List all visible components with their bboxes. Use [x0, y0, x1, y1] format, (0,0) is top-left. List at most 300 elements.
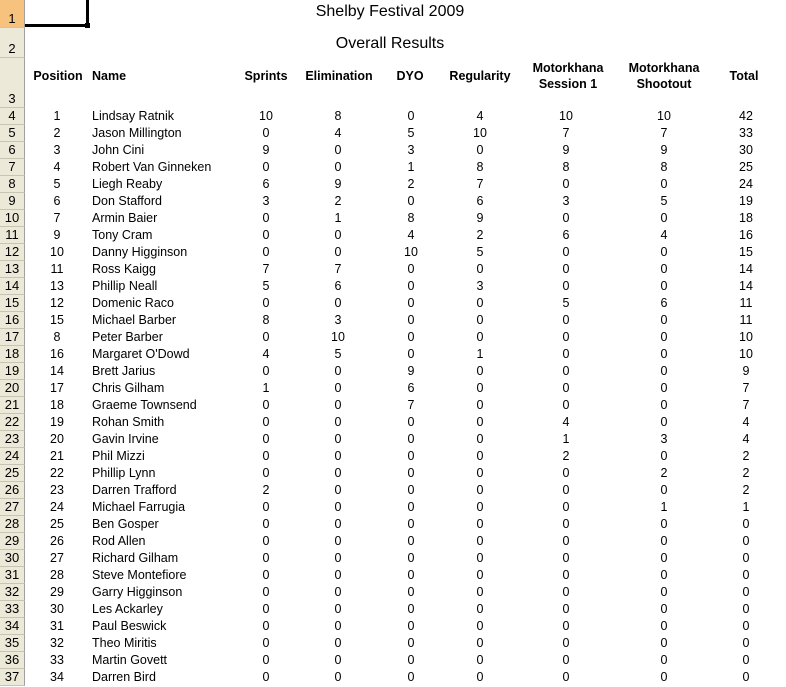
cell-sprints[interactable]: 0 [262, 211, 270, 225]
cell-total[interactable]: 0 [742, 619, 750, 633]
cell-regularity[interactable]: 0 [476, 143, 484, 157]
cell-regularity[interactable]: 1 [476, 347, 484, 361]
cell-regularity[interactable]: 3 [476, 279, 484, 293]
cell-motorkhana-session-1[interactable]: 0 [562, 602, 570, 616]
cell-motorkhana-session-1[interactable]: 0 [562, 636, 570, 650]
cell-elimination[interactable]: 1 [334, 211, 342, 225]
cell-regularity[interactable]: 2 [476, 228, 484, 242]
cell-dyo[interactable]: 0 [407, 517, 415, 531]
cell-regularity[interactable]: 0 [476, 262, 484, 276]
cell-position[interactable]: 20 [50, 432, 64, 446]
row-header-20[interactable]: 20 [0, 380, 25, 397]
cell-regularity[interactable]: 0 [476, 296, 484, 310]
cell-motorkhana-shootout[interactable]: 4 [660, 228, 668, 242]
cell-total[interactable]: 14 [739, 279, 753, 293]
cell-name[interactable]: Steve Montefiore [92, 568, 187, 582]
cell-dyo[interactable]: 0 [407, 279, 415, 293]
cell-regularity[interactable]: 0 [476, 670, 484, 684]
cell-position[interactable]: 10 [50, 245, 64, 259]
cell-position[interactable]: 25 [50, 517, 64, 531]
cell-name[interactable]: Martin Govett [92, 653, 168, 667]
cell-name[interactable]: Don Stafford [92, 194, 162, 208]
cell-motorkhana-shootout[interactable]: 0 [660, 534, 668, 548]
cell-motorkhana-session-1[interactable]: 0 [562, 568, 570, 582]
cell-motorkhana-shootout[interactable]: 9 [660, 143, 668, 157]
cell-name[interactable]: Phillip Lynn [92, 466, 156, 480]
cell-total[interactable]: 0 [742, 517, 750, 531]
cell-motorkhana-session-1[interactable]: 0 [562, 177, 570, 191]
row-header-24[interactable]: 24 [0, 448, 25, 465]
cell-regularity[interactable]: 6 [476, 194, 484, 208]
cell-dyo[interactable]: 3 [407, 143, 415, 157]
cell-elimination[interactable]: 0 [334, 500, 342, 514]
cell-position[interactable]: 12 [50, 296, 64, 310]
cell-motorkhana-shootout[interactable]: 0 [660, 177, 668, 191]
cell-elimination[interactable]: 0 [334, 483, 342, 497]
cell-name[interactable]: Michael Farrugia [92, 500, 186, 514]
cell-elimination[interactable]: 0 [334, 228, 342, 242]
cell-name[interactable]: Richard Gilham [92, 551, 179, 565]
cell-regularity[interactable]: 0 [476, 415, 484, 429]
cell-elimination[interactable]: 3 [334, 313, 342, 327]
fill-handle[interactable] [85, 23, 90, 28]
cell-total[interactable]: 2 [742, 449, 750, 463]
cell-regularity[interactable]: 0 [476, 313, 484, 327]
cell-motorkhana-session-1[interactable]: 5 [562, 296, 570, 310]
cell-name[interactable]: Jason Millington [92, 126, 182, 140]
cell-dyo[interactable]: 0 [407, 347, 415, 361]
cell-dyo[interactable]: 0 [407, 602, 415, 616]
cell-motorkhana-session-1[interactable]: 0 [562, 313, 570, 327]
cell-motorkhana-shootout[interactable]: 2 [660, 466, 668, 480]
cell-regularity[interactable]: 0 [476, 534, 484, 548]
cell-regularity[interactable]: 0 [476, 653, 484, 667]
cell-elimination[interactable]: 7 [334, 262, 342, 276]
cell-elimination[interactable]: 0 [334, 619, 342, 633]
cell-regularity[interactable]: 0 [476, 466, 484, 480]
cell-regularity[interactable]: 0 [476, 585, 484, 599]
cell-elimination[interactable]: 5 [334, 347, 342, 361]
cell-motorkhana-shootout[interactable]: 0 [660, 483, 668, 497]
cell-regularity[interactable]: 0 [476, 432, 484, 446]
cell-sprints[interactable]: 0 [262, 602, 270, 616]
cell-elimination[interactable]: 8 [334, 109, 342, 123]
cell-dyo[interactable]: 0 [407, 296, 415, 310]
cell-motorkhana-session-1[interactable]: 0 [562, 517, 570, 531]
cell-elimination[interactable]: 2 [334, 194, 342, 208]
cell-sprints[interactable]: 0 [262, 534, 270, 548]
cell-dyo[interactable]: 0 [407, 568, 415, 582]
cell-motorkhana-session-1[interactable]: 0 [562, 534, 570, 548]
row-header-19[interactable]: 19 [0, 363, 25, 380]
cell-total[interactable]: 2 [742, 483, 750, 497]
cell-sprints[interactable]: 0 [262, 449, 270, 463]
cell-motorkhana-shootout[interactable]: 1 [660, 500, 668, 514]
cell-total[interactable]: 1 [742, 500, 750, 514]
cell-dyo[interactable]: 0 [407, 313, 415, 327]
cell-motorkhana-shootout[interactable]: 5 [660, 194, 668, 208]
cell-elimination[interactable]: 0 [334, 364, 342, 378]
cell-dyo[interactable]: 9 [407, 364, 415, 378]
cell-total[interactable]: 9 [742, 364, 750, 378]
cell-dyo[interactable]: 0 [407, 449, 415, 463]
cell-name[interactable]: Tony Cram [92, 228, 153, 242]
cell-motorkhana-session-1[interactable]: 0 [562, 245, 570, 259]
cell-dyo[interactable]: 0 [407, 415, 415, 429]
cell-motorkhana-shootout[interactable]: 0 [660, 449, 668, 463]
cell-motorkhana-session-1[interactable]: 0 [562, 619, 570, 633]
cell-dyo[interactable]: 0 [407, 551, 415, 565]
cell-motorkhana-session-1[interactable]: 1 [562, 432, 570, 446]
cell-total[interactable]: 10 [739, 330, 753, 344]
cell-position[interactable]: 15 [50, 313, 64, 327]
cell-position[interactable]: 34 [50, 670, 64, 684]
cell-dyo[interactable]: 2 [407, 177, 415, 191]
cell-position[interactable]: 26 [50, 534, 64, 548]
cell-motorkhana-session-1[interactable]: 0 [562, 500, 570, 514]
cell-position[interactable]: 3 [53, 143, 61, 157]
cell-position[interactable]: 7 [53, 211, 61, 225]
cell-motorkhana-session-1[interactable]: 0 [562, 211, 570, 225]
cell-name[interactable]: John Cini [92, 143, 145, 157]
cell-dyo[interactable]: 0 [407, 432, 415, 446]
cell-motorkhana-shootout[interactable]: 8 [660, 160, 668, 174]
cell-motorkhana-shootout[interactable]: 0 [660, 381, 668, 395]
cell-name[interactable]: Lindsay Ratnik [92, 109, 174, 123]
cell-regularity[interactable]: 0 [476, 568, 484, 582]
cell-sprints[interactable]: 0 [262, 245, 270, 259]
cell-motorkhana-shootout[interactable]: 6 [660, 296, 668, 310]
cell-elimination[interactable]: 0 [334, 381, 342, 395]
cell-dyo[interactable]: 0 [407, 534, 415, 548]
cell-position[interactable]: 16 [50, 347, 64, 361]
cell-sprints[interactable]: 0 [262, 364, 270, 378]
row-header-6[interactable]: 6 [0, 142, 25, 159]
cell-motorkhana-shootout[interactable]: 0 [660, 568, 668, 582]
cell-sprints[interactable]: 0 [262, 619, 270, 633]
cell-elimination[interactable]: 10 [331, 330, 345, 344]
cell-elimination[interactable]: 0 [334, 551, 342, 565]
cell-total[interactable]: 0 [742, 568, 750, 582]
row-header-33[interactable]: 33 [0, 601, 25, 618]
cell-name[interactable]: Chris Gilham [92, 381, 165, 395]
cell-motorkhana-session-1[interactable]: 0 [562, 551, 570, 565]
row-header-18[interactable]: 18 [0, 346, 25, 363]
cell-name[interactable]: Paul Beswick [92, 619, 167, 633]
cell-name[interactable]: Gavin Irvine [92, 432, 159, 446]
cell-regularity[interactable]: 9 [476, 211, 484, 225]
row-header-4[interactable]: 4 [0, 108, 25, 125]
cell-total[interactable]: 25 [739, 160, 753, 174]
cell-dyo[interactable]: 0 [407, 483, 415, 497]
cell-sprints[interactable]: 0 [262, 296, 270, 310]
cell-name[interactable]: Rod Allen [92, 534, 146, 548]
cell-total[interactable]: 4 [742, 432, 750, 446]
cell-regularity[interactable]: 0 [476, 483, 484, 497]
cell-position[interactable]: 22 [50, 466, 64, 480]
cell-dyo[interactable]: 1 [407, 160, 415, 174]
cell-dyo[interactable]: 0 [407, 636, 415, 650]
cell-total[interactable]: 24 [739, 177, 753, 191]
cell-sprints[interactable]: 10 [259, 109, 273, 123]
cell-motorkhana-shootout[interactable]: 0 [660, 279, 668, 293]
cell-sprints[interactable]: 4 [262, 347, 270, 361]
row-header-21[interactable]: 21 [0, 397, 25, 414]
cell-motorkhana-session-1[interactable]: 0 [562, 330, 570, 344]
cell-sprints[interactable]: 0 [262, 415, 270, 429]
row-header-1[interactable]: 1 [0, 0, 25, 28]
cell-position[interactable]: 31 [50, 619, 64, 633]
cell-total[interactable]: 30 [739, 143, 753, 157]
row-header-36[interactable]: 36 [0, 652, 25, 669]
cell-position[interactable]: 21 [50, 449, 64, 463]
row-header-35[interactable]: 35 [0, 635, 25, 652]
cell-regularity[interactable]: 0 [476, 517, 484, 531]
cell-motorkhana-shootout[interactable]: 0 [660, 636, 668, 650]
cell-sprints[interactable]: 1 [262, 381, 270, 395]
cell-motorkhana-session-1[interactable]: 0 [562, 398, 570, 412]
row-header-27[interactable]: 27 [0, 499, 25, 516]
cell-motorkhana-session-1[interactable]: 0 [562, 364, 570, 378]
cell-total[interactable]: 7 [742, 398, 750, 412]
cell-position[interactable]: 9 [53, 228, 61, 242]
row-header-2[interactable]: 2 [0, 28, 25, 58]
row-header-22[interactable]: 22 [0, 414, 25, 431]
cell-dyo[interactable]: 0 [407, 500, 415, 514]
cell-position[interactable]: 28 [50, 568, 64, 582]
cell-motorkhana-shootout[interactable]: 0 [660, 313, 668, 327]
cell-regularity[interactable]: 0 [476, 619, 484, 633]
cell-name[interactable]: Ross Kaigg [92, 262, 156, 276]
cell-sprints[interactable]: 0 [262, 398, 270, 412]
cell-name[interactable]: Darren Bird [92, 670, 156, 684]
cell-dyo[interactable]: 0 [407, 109, 415, 123]
cell-sprints[interactable]: 0 [262, 551, 270, 565]
cell-dyo[interactable]: 4 [407, 228, 415, 242]
cell-total[interactable]: 7 [742, 381, 750, 395]
cell-position[interactable]: 29 [50, 585, 64, 599]
cell-elimination[interactable]: 0 [334, 534, 342, 548]
cell-total[interactable]: 14 [739, 262, 753, 276]
cell-dyo[interactable]: 0 [407, 653, 415, 667]
row-header-9[interactable]: 9 [0, 193, 25, 210]
cell-regularity[interactable]: 0 [476, 398, 484, 412]
row-header-8[interactable]: 8 [0, 176, 25, 193]
cell-sprints[interactable]: 5 [262, 279, 270, 293]
cell-elimination[interactable]: 0 [334, 160, 342, 174]
cell-motorkhana-shootout[interactable]: 7 [660, 126, 668, 140]
cell-motorkhana-session-1[interactable]: 0 [562, 466, 570, 480]
cell-position[interactable]: 8 [53, 330, 61, 344]
cell-motorkhana-shootout[interactable]: 0 [660, 653, 668, 667]
cell-total[interactable]: 0 [742, 585, 750, 599]
cell-motorkhana-session-1[interactable]: 0 [562, 653, 570, 667]
selected-cell-a1[interactable] [25, 0, 89, 27]
cell-position[interactable]: 6 [53, 194, 61, 208]
cell-motorkhana-session-1[interactable]: 0 [562, 483, 570, 497]
cell-motorkhana-shootout[interactable]: 0 [660, 262, 668, 276]
cell-total[interactable]: 42 [739, 109, 753, 123]
cell-dyo[interactable]: 8 [407, 211, 415, 225]
cell-sprints[interactable]: 0 [262, 500, 270, 514]
cell-motorkhana-session-1[interactable]: 0 [562, 347, 570, 361]
cell-name[interactable]: Garry Higginson [92, 585, 183, 599]
row-header-31[interactable]: 31 [0, 567, 25, 584]
row-header-34[interactable]: 34 [0, 618, 25, 635]
cell-motorkhana-shootout[interactable]: 0 [660, 585, 668, 599]
cell-total[interactable]: 15 [739, 245, 753, 259]
cell-name[interactable]: Darren Trafford [92, 483, 177, 497]
cell-elimination[interactable]: 0 [334, 296, 342, 310]
cell-motorkhana-shootout[interactable]: 0 [660, 364, 668, 378]
cell-position[interactable]: 1 [53, 109, 61, 123]
cell-motorkhana-shootout[interactable]: 0 [660, 670, 668, 684]
cell-position[interactable]: 30 [50, 602, 64, 616]
cell-total[interactable]: 18 [739, 211, 753, 225]
cell-elimination[interactable]: 0 [334, 636, 342, 650]
row-header-37[interactable]: 37 [0, 669, 25, 686]
cell-motorkhana-shootout[interactable]: 0 [660, 330, 668, 344]
cell-regularity[interactable]: 0 [476, 636, 484, 650]
cell-elimination[interactable]: 6 [334, 279, 342, 293]
cell-motorkhana-session-1[interactable]: 2 [562, 449, 570, 463]
cell-name[interactable]: Liegh Reaby [92, 177, 163, 191]
cell-elimination[interactable]: 0 [334, 653, 342, 667]
cell-position[interactable]: 27 [50, 551, 64, 565]
cell-elimination[interactable]: 0 [334, 415, 342, 429]
cell-motorkhana-shootout[interactable]: 0 [660, 347, 668, 361]
cell-dyo[interactable]: 0 [407, 466, 415, 480]
cell-total[interactable]: 0 [742, 602, 750, 616]
cell-position[interactable]: 18 [50, 398, 64, 412]
cell-dyo[interactable]: 6 [407, 381, 415, 395]
cell-motorkhana-shootout[interactable]: 0 [660, 211, 668, 225]
cell-dyo[interactable]: 10 [404, 245, 418, 259]
cell-motorkhana-shootout[interactable]: 0 [660, 551, 668, 565]
row-header-26[interactable]: 26 [0, 482, 25, 499]
cell-sprints[interactable]: 0 [262, 653, 270, 667]
cell-elimination[interactable]: 0 [334, 449, 342, 463]
cell-regularity[interactable]: 0 [476, 500, 484, 514]
cell-name[interactable]: Domenic Raco [92, 296, 174, 310]
cell-name[interactable]: Margaret O'Dowd [92, 347, 190, 361]
cell-name[interactable]: Brett Jarius [92, 364, 156, 378]
cell-total[interactable]: 0 [742, 551, 750, 565]
cell-regularity[interactable]: 5 [476, 245, 484, 259]
cell-motorkhana-session-1[interactable]: 8 [562, 160, 570, 174]
row-header-32[interactable]: 32 [0, 584, 25, 601]
row-header-17[interactable]: 17 [0, 329, 25, 346]
cell-elimination[interactable]: 0 [334, 585, 342, 599]
cell-motorkhana-session-1[interactable]: 6 [562, 228, 570, 242]
cell-position[interactable]: 32 [50, 636, 64, 650]
cell-position[interactable]: 17 [50, 381, 64, 395]
cell-dyo[interactable]: 0 [407, 585, 415, 599]
cell-regularity[interactable]: 7 [476, 177, 484, 191]
cell-regularity[interactable]: 0 [476, 449, 484, 463]
cell-position[interactable]: 33 [50, 653, 64, 667]
cell-sprints[interactable]: 6 [262, 177, 270, 191]
row-header-3[interactable]: 3 [0, 58, 25, 108]
cell-sprints[interactable]: 0 [262, 517, 270, 531]
cell-motorkhana-session-1[interactable]: 0 [562, 381, 570, 395]
cell-name[interactable]: Phil Mizzi [92, 449, 145, 463]
cell-name[interactable]: Phillip Neall [92, 279, 158, 293]
cell-sprints[interactable]: 2 [262, 483, 270, 497]
row-header-10[interactable]: 10 [0, 210, 25, 227]
cell-motorkhana-session-1[interactable]: 9 [562, 143, 570, 157]
cell-sprints[interactable]: 0 [262, 126, 270, 140]
row-header-29[interactable]: 29 [0, 533, 25, 550]
row-header-14[interactable]: 14 [0, 278, 25, 295]
cell-sprints[interactable]: 0 [262, 636, 270, 650]
cell-motorkhana-session-1[interactable]: 0 [562, 279, 570, 293]
cell-elimination[interactable]: 0 [334, 466, 342, 480]
cell-total[interactable]: 10 [739, 347, 753, 361]
cell-elimination[interactable]: 0 [334, 398, 342, 412]
cell-motorkhana-shootout[interactable]: 0 [660, 415, 668, 429]
row-header-28[interactable]: 28 [0, 516, 25, 533]
cell-motorkhana-shootout[interactable]: 0 [660, 619, 668, 633]
cell-motorkhana-session-1[interactable]: 10 [559, 109, 573, 123]
row-header-5[interactable]: 5 [0, 125, 25, 142]
cell-sprints[interactable]: 0 [262, 568, 270, 582]
cell-motorkhana-session-1[interactable]: 0 [562, 670, 570, 684]
cell-total[interactable]: 4 [742, 415, 750, 429]
cell-motorkhana-shootout[interactable]: 3 [660, 432, 668, 446]
row-header-23[interactable]: 23 [0, 431, 25, 448]
cell-elimination[interactable]: 9 [334, 177, 342, 191]
cell-elimination[interactable]: 0 [334, 245, 342, 259]
cell-name[interactable]: Michael Barber [92, 313, 177, 327]
cell-total[interactable]: 16 [739, 228, 753, 242]
cell-motorkhana-session-1[interactable]: 3 [562, 194, 570, 208]
cell-elimination[interactable]: 4 [334, 126, 342, 140]
cell-name[interactable]: Theo Miritis [92, 636, 157, 650]
cell-regularity[interactable]: 0 [476, 551, 484, 565]
cell-name[interactable]: Les Ackarley [92, 602, 163, 616]
cell-dyo[interactable]: 0 [407, 330, 415, 344]
row-header-12[interactable]: 12 [0, 244, 25, 261]
cell-total[interactable]: 33 [739, 126, 753, 140]
cell-motorkhana-session-1[interactable]: 0 [562, 585, 570, 599]
cell-dyo[interactable]: 5 [407, 126, 415, 140]
cell-total[interactable]: 11 [739, 296, 753, 310]
cell-sprints[interactable]: 3 [262, 194, 270, 208]
cell-motorkhana-shootout[interactable]: 0 [660, 517, 668, 531]
cell-position[interactable]: 24 [50, 500, 64, 514]
cell-position[interactable]: 4 [53, 160, 61, 174]
cell-name[interactable]: Armin Baier [92, 211, 158, 225]
cell-sprints[interactable]: 0 [262, 228, 270, 242]
cell-position[interactable]: 5 [53, 177, 61, 191]
cell-total[interactable]: 0 [742, 636, 750, 650]
cell-sprints[interactable]: 0 [262, 330, 270, 344]
cell-position[interactable]: 13 [50, 279, 64, 293]
row-header-15[interactable]: 15 [0, 295, 25, 312]
cell-total[interactable]: 2 [742, 466, 750, 480]
cell-sprints[interactable]: 0 [262, 466, 270, 480]
cell-dyo[interactable]: 0 [407, 619, 415, 633]
cell-position[interactable]: 14 [50, 364, 64, 378]
cell-name[interactable]: Ben Gosper [92, 517, 159, 531]
cell-regularity[interactable]: 8 [476, 160, 484, 174]
cell-name[interactable]: Peter Barber [92, 330, 163, 344]
cell-sprints[interactable]: 9 [262, 143, 270, 157]
cell-position[interactable]: 19 [50, 415, 64, 429]
cell-dyo[interactable]: 0 [407, 262, 415, 276]
cell-sprints[interactable]: 7 [262, 262, 270, 276]
